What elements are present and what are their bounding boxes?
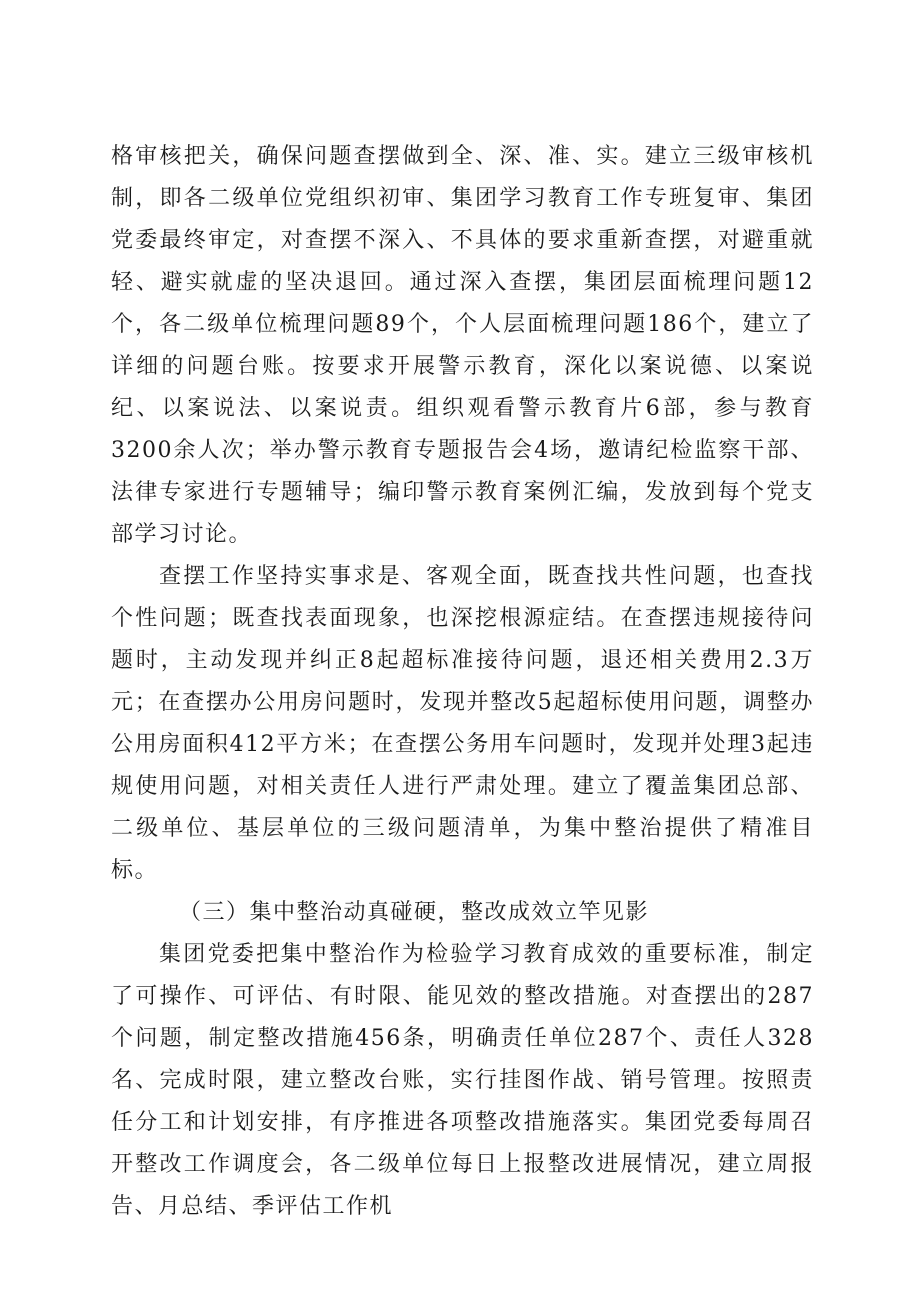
paragraph-rectification: 集团党委把集中整治作为检验学习教育成效的重要标准，制定了可操作、可评估、有时限、能见效的整改措施。对查摆出的287个问题，制定整改措施456条，明确责任单位287个、责任人328名、完成时限，建立整改台账，实行挂图作战、销号管理。按照责任分工和计划安排，有序推进各项整改措施落实。集团党委每周召开整改工作调度会，各二级单位每日上报整改进展情况，建立周报告、月总结、季评估工作机: [111, 942, 814, 1219]
paragraph-investigation: 查摆工作坚持实事求是、客观全面，既查找共性问题，也查找个性问题；既查找表面现象，也深挖根源症结。在查摆违规接待问题时，主动发现并纠正8起超标准接待问题，退还相关费用2.3万元；在查摆办公用房问题时，发现并整改5起超标使用问题，调整办公用房面积412平方米；在查摆公务用车问题时，发现并处理3起违规使用问题，对相关责任人进行严肃处理。建立了覆盖集团总部、二级单位、基层单位的三级问题清单，为集中整治提供了精准目标。: [111, 564, 814, 883]
section-heading: （三）集中整治动真碰硬，整改成效立竿见影: [179, 900, 650, 925]
document-body: [111, 136, 814, 1228]
paragraph-continuation: 格审核把关，确保问题查摆做到全、深、准、实。建立三级审核机制，即各二级单位党组织初审、集团学习教育工作专班复审、集团党委最终审定，对查摆不深入、不具体的要求重新查摆，对避重就轻、避实就虚的坚决退回。通过深入查摆，集团层面梳理问题12个，各二级单位梳理问题89个，个人层面梳理问题186个，建立了详细的问题台账。按要求开展警示教育，深化以案说德、以案说纪、以案说法、以案说责。组织观看警示教育片6部，参与教育3200余人次；举办警示教育专题报告会4场，邀请纪检监察干部、法律专家进行专题辅导；编印警示教育案例汇编，发放到每个党支部学习讨论。: [111, 144, 814, 547]
